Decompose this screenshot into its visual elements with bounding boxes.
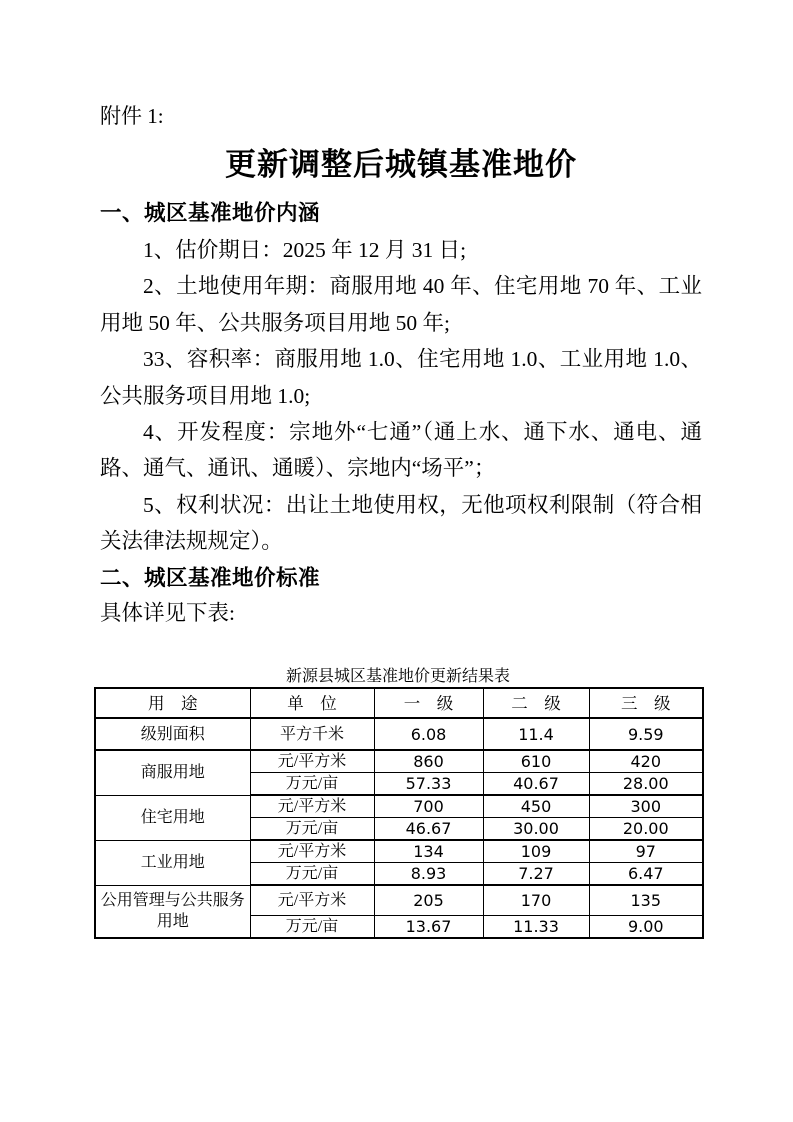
cell-unit: 元/平方米 bbox=[250, 840, 374, 863]
col-header-level-1: 一 级 bbox=[374, 688, 483, 718]
cell-value-level-1: 13.67 bbox=[374, 915, 483, 938]
cell-use: 商服用地 bbox=[95, 750, 250, 795]
cell-value-level-1: 8.93 bbox=[374, 863, 483, 886]
col-header-use: 用 途 bbox=[95, 688, 250, 718]
cell-value-level-1: 6.08 bbox=[374, 718, 483, 750]
clause-valuation-date: 1、估价期日：2025 年 12 月 31 日; bbox=[143, 238, 467, 262]
cell-value-level-1: 134 bbox=[374, 840, 483, 863]
table-row-public-sqm bbox=[95, 885, 703, 915]
cell-value-level-3: 420 bbox=[589, 750, 703, 773]
cell-unit: 元/平方米 bbox=[250, 795, 374, 818]
cell-value-level-3: 135 bbox=[589, 885, 703, 915]
cell-value-level-1: 205 bbox=[374, 885, 483, 915]
cell-value-level-2: 170 bbox=[483, 885, 589, 915]
land-price-table-wrap bbox=[94, 667, 702, 939]
section-1-heading: 一、城区基准地价内涵 bbox=[100, 201, 321, 225]
table-row-commercial-sqm bbox=[95, 750, 703, 773]
cell-use: 住宅用地 bbox=[95, 795, 250, 840]
clause-rights-status: 5、权利状况：出让土地使用权，无他项权利限制（符合相关法律法规规定）。 bbox=[100, 492, 702, 554]
section-2-heading: 二、城区基准地价标准 bbox=[100, 565, 321, 590]
cell-value-level-3: 6.47 bbox=[589, 863, 703, 886]
clause-land-use-term: 2、土地使用年期：商服用地 40 年、住宅用地 70 年、工业用地 50 年、公共服务项目用地 50 年; bbox=[100, 274, 702, 335]
cell-unit: 平方千米 bbox=[250, 718, 374, 750]
cell-use: 级别面积 bbox=[95, 718, 250, 750]
cell-value-level-2: 610 bbox=[483, 750, 589, 773]
table-caption: 新源县城区基准地价更新结果表 bbox=[285, 668, 510, 686]
cell-unit: 万元/亩 bbox=[250, 818, 374, 841]
col-header-unit: 单 位 bbox=[250, 688, 374, 718]
table-row-industrial-sqm bbox=[95, 840, 703, 863]
clause-development-level: 4、开发程度：宗地外“七通”（通上水、通下水、通电、通路、通气、通讯、通暖）、宗地内“场平”； bbox=[100, 420, 702, 481]
cell-unit: 元/平方米 bbox=[250, 750, 374, 773]
cell-value-level-3: 97 bbox=[589, 840, 703, 863]
table-header-row bbox=[95, 688, 703, 718]
cell-value-level-1: 860 bbox=[374, 750, 483, 773]
cell-value-level-2: 450 bbox=[483, 795, 589, 818]
cell-value-level-1: 57.33 bbox=[374, 773, 483, 796]
cell-value-level-3: 9.00 bbox=[589, 915, 703, 938]
cell-value-level-3: 9.59 bbox=[589, 718, 703, 750]
cell-value-level-2: 7.27 bbox=[483, 863, 589, 886]
cell-value-level-2: 30.00 bbox=[483, 818, 589, 841]
table-intro-text: 具体详见下表: bbox=[100, 600, 235, 625]
cell-value-level-3: 20.00 bbox=[589, 818, 703, 841]
col-header-level-3: 三 级 bbox=[589, 688, 703, 718]
cell-value-level-1: 700 bbox=[374, 795, 483, 818]
cell-value-level-3: 28.00 bbox=[589, 773, 703, 796]
section-1-body bbox=[100, 232, 702, 560]
table-row-residential-sqm bbox=[95, 795, 703, 818]
land-price-table bbox=[94, 687, 704, 939]
cell-value-level-3: 300 bbox=[589, 795, 703, 818]
table-row-grade-area bbox=[95, 718, 703, 750]
cell-unit: 元/平方米 bbox=[250, 885, 374, 915]
cell-unit: 万元/亩 bbox=[250, 915, 374, 938]
clause-plot-ratio: 33、容积率：商服用地 1.0、住宅用地 1.0、工业用地 1.0、公共服务项目用地 1.0; bbox=[100, 347, 702, 408]
cell-value-level-2: 109 bbox=[483, 840, 589, 863]
document-title: 更新调整后城镇基准地价 bbox=[225, 147, 577, 182]
cell-value-level-2: 11.33 bbox=[483, 915, 589, 938]
cell-value-level-1: 46.67 bbox=[374, 818, 483, 841]
attachment-label: 附件 1: bbox=[100, 104, 164, 128]
cell-value-level-2: 11.4 bbox=[483, 718, 589, 750]
col-header-level-2: 二 级 bbox=[483, 688, 589, 718]
cell-unit: 万元/亩 bbox=[250, 863, 374, 886]
cell-unit: 万元/亩 bbox=[250, 773, 374, 796]
cell-use: 工业用地 bbox=[95, 840, 250, 885]
cell-value-level-2: 40.67 bbox=[483, 773, 589, 796]
cell-use: 公用管理与公共服务用地 bbox=[95, 885, 250, 938]
